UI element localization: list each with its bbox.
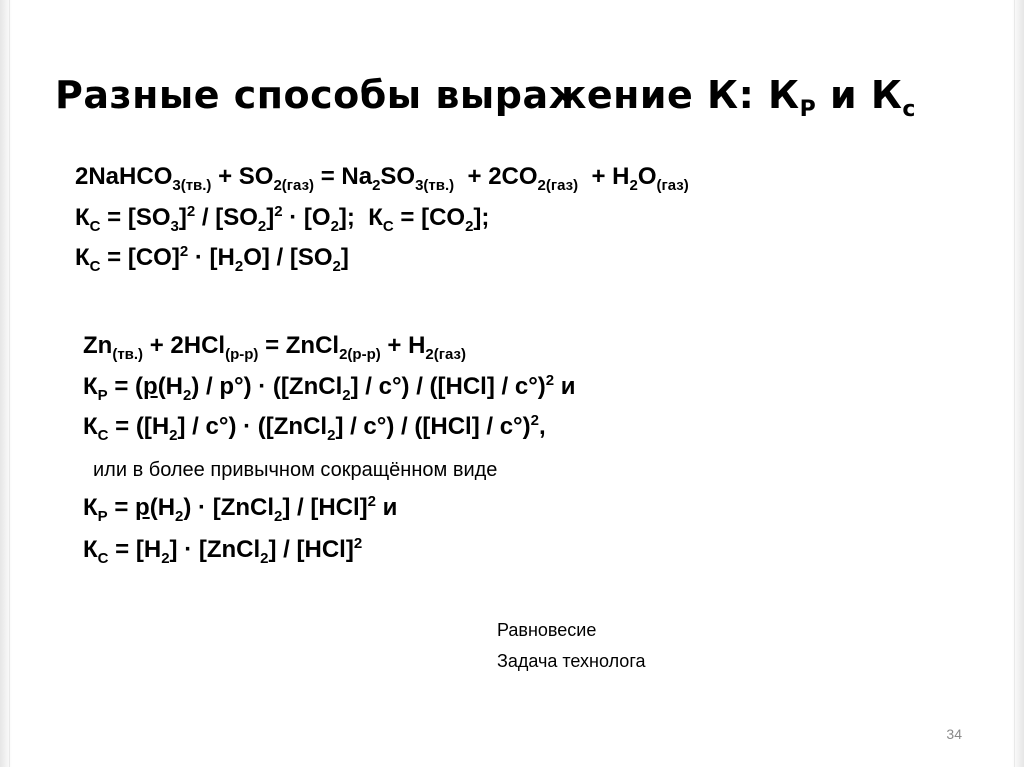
title-sub-c: с — [902, 97, 916, 122]
kc-expression-1: $К_С = [SO_3]^2 / [SO_2]^2 \cdot [O_2]$; $К_С = [CO_2]$; — [75, 203, 490, 235]
title-sub-p: Р — [799, 97, 817, 122]
slide-frame-left — [0, 0, 12, 767]
slide-frame-right — [1012, 0, 1024, 767]
note-technologist-task: Задача технолога — [497, 651, 646, 671]
slide-title — [55, 74, 916, 122]
equation-nahco3: 2NaHCO$_{3(тв.)}$ + $SO_{2(газ)} = Na_2SO_{3(тв.)} + 2CO_{2(газ)} + H_2O_{(газ)}$ — [75, 163, 689, 194]
kp-expression-full: $К_Р = (p(H_2) / p^\circ)$ · ([ZnCl$_2$] / c°) / ([HCl] / c°)$^2$ и — [83, 372, 576, 404]
kc-expression-2: $К_С = [CO]^2 \cdot [H_2O] / [SO_2]$ — [75, 243, 349, 275]
title-main: Разные способы выражение К: К — [55, 73, 800, 117]
equation-zn: $Zn_{(тв.)} + 2HCl_{(р-р)}$ = ZnCl$_{2(р-р)}$ + $H_{2(газ)}$ — [83, 332, 466, 363]
kc-expression-short: $К_С = [H_2]$ · [ZnCl$_2$] / [HCl]$^2$ — [83, 535, 363, 567]
kp-expression-short: $К_Р = p(H_2)$ · [ZnCl$_2$] / [HCl]$^2$ и — [83, 493, 398, 525]
note-short-form: или в более привычном сокращённом виде — [93, 459, 498, 481]
note-equilibrium: Равновесие — [497, 620, 597, 640]
page-number: 34 — [946, 726, 962, 742]
kc-expression-full: $К_С = ([H_2] / c^\circ)$ · ([ZnCl$_2$] / c°) / ([HCl] / c°)$^2$, — [83, 412, 546, 444]
title-conj: и К — [816, 73, 903, 117]
